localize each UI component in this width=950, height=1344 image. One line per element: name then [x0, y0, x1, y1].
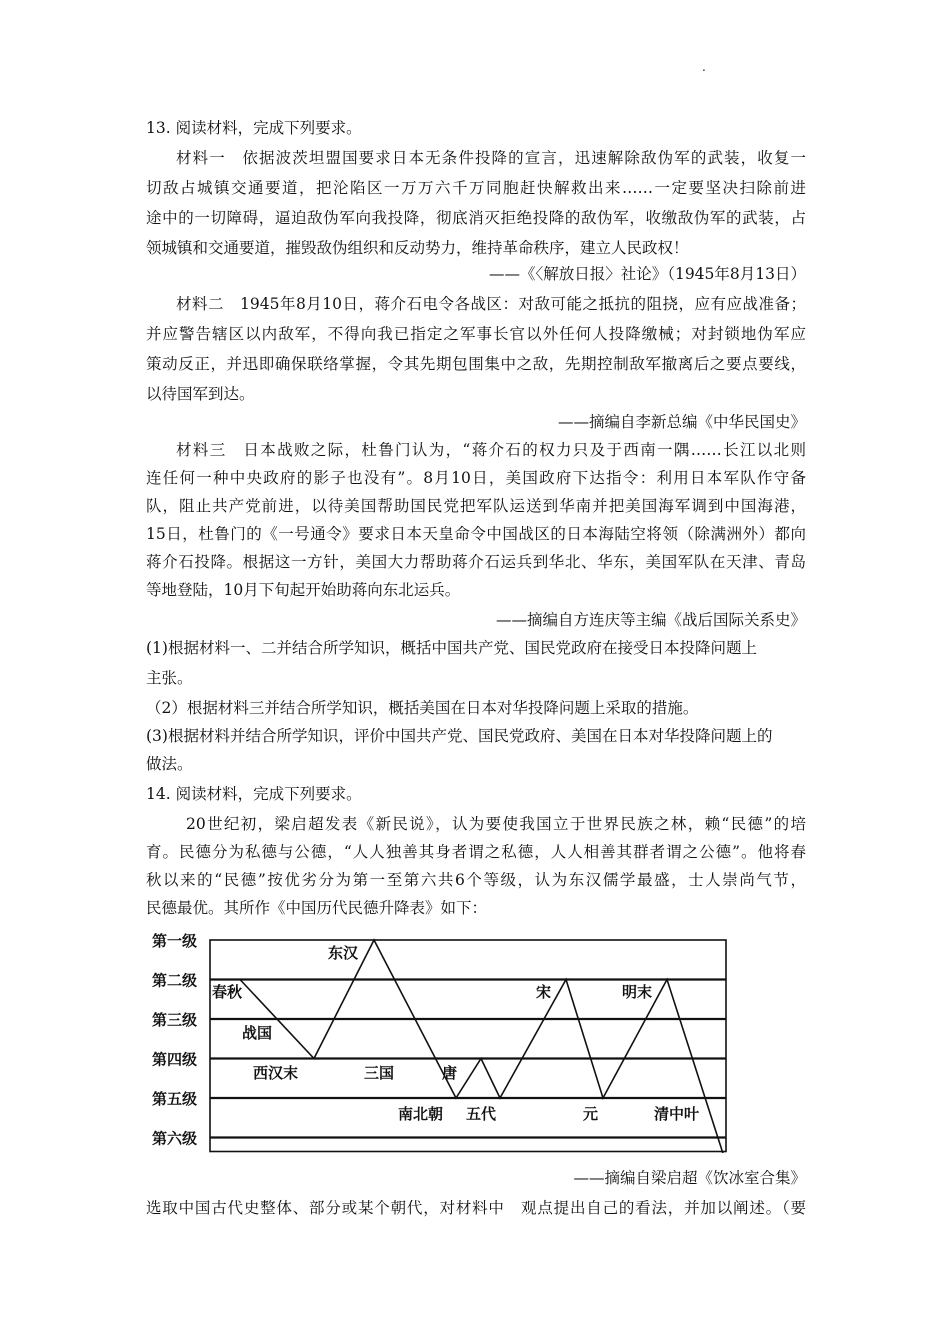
- m2-line-3: 策动反正，并迅即确保联络掌握，令其先期包围集中之敌，先期控制敌军撤离后之要点要线，: [146, 355, 806, 373]
- question-3-line-1: (3)根据材料并结合所学知识，评价中国共产党、国民党政府、美国在日本对华投降问题上的: [146, 727, 773, 745]
- m3-line-3: 队，阻止共产党前进，以待美国帮助国民党把军队运送到华南并把美国海军调到中国海港，: [146, 497, 806, 515]
- m3-line-6: 等地登陆，10月下旬起开始助蒋向东北运兵。: [146, 581, 461, 599]
- m1-line-3: 途中的一切障碍，逼迫敌伪军向我投降，彻底消灭拒绝投降的敌伪军，收缴敌伪军的武装，占: [146, 209, 806, 227]
- minde-chart: [140, 928, 740, 1153]
- point-label: 东汉: [328, 944, 359, 962]
- m1-line-4: 领城镇和交通要道，摧毁敌伪组织和反动势力，维持革命秩序，建立人民政权！: [146, 239, 689, 257]
- m3-line-4: 15日，杜鲁门的《一号通令》要求日本天皇命令中国战区的日本海陆空将领（除满洲外）都向: [146, 525, 806, 543]
- point-label: 战国: [242, 1024, 273, 1042]
- q14-source: ——摘编自梁启超《饮冰室合集》: [573, 1169, 806, 1187]
- m1-line-2: 切敌占城镇交通要道，把沦陷区一万万六千万同胞赶快解救出来……一定要坚决扫除前进: [146, 179, 806, 197]
- q14-title: 14. 阅读材料，完成下列要求。: [146, 785, 362, 803]
- y-tick-label: 第三级: [152, 1011, 198, 1029]
- point-label: 元: [583, 1105, 599, 1123]
- m2-line-4: 以待国军到达。: [146, 385, 255, 403]
- point-label: 清中叶: [654, 1105, 700, 1123]
- m3-source: ——摘编自方连庆等主编《战后国际关系史》: [495, 611, 806, 629]
- question-3-line-2: 做法。: [146, 755, 193, 773]
- point-label: 西汉末: [253, 1064, 299, 1082]
- point-label: 春秋: [212, 983, 243, 1001]
- m3-line-5: 蒋介石投降。根据这一方针，美国大力帮助蒋介石运兵到华北、华东，美国军队在天津、青岛: [146, 553, 806, 571]
- m1-source: ——《〈解放日报〉社论》（1945年8月13日）: [488, 265, 806, 283]
- question-2: （2）根据材料三并结合所学知识，概括美国在日本对华投降问题上采取的措施。: [146, 699, 699, 717]
- q14-para-line-4: 民德最优。其所作《中国历代民德升降表》如下：: [146, 899, 488, 917]
- q14-para-line-3: 秋以来的“民德”按优劣分为第一至第六共6个等级，认为东汉儒学最盛，士人崇尚气节，: [146, 871, 806, 889]
- y-tick-label: 第六级: [152, 1129, 198, 1148]
- y-tick-label: 第四级: [152, 1050, 198, 1069]
- m2-line-1: 材料二 1945年8月10日，蒋介石电令各战区：对敌可能之抵抗的阻挠，应有应战准备；: [176, 295, 806, 313]
- q14-para-line-2: 育。民德分为私德与公德，“人人独善其身者谓之私德，人人相善其群者谓之公德”。他将春: [146, 843, 806, 861]
- question-1-line-2: 主张。: [146, 669, 193, 687]
- point-label: 五代: [466, 1105, 497, 1123]
- m3-line-2: 连任何一种中央政府的影子也没有”。8月10日，美国政府下达指令：利用日本军队作守备: [146, 469, 806, 487]
- point-label: 明末: [622, 983, 653, 1001]
- point-label: 唐: [442, 1064, 458, 1082]
- q14-para-line-1: 20世纪初，梁启超发表《新民说》，认为要使我国立于世界民族之林，赖“民德”的培: [186, 815, 806, 833]
- point-label: 三国: [364, 1064, 395, 1082]
- m2-line-2: 并应警告辖区以内敌军，不得向我已指定之军事长官以外任何人投降缴械；对封锁地伪军应: [146, 325, 806, 343]
- point-label: 宋: [536, 983, 552, 1001]
- q14-last-line: 选取中国古代史整体、部分或某个朝代，对材料中 观点提出自己的看法，并加以阐述。（要: [146, 1199, 806, 1217]
- point-label: 南北朝: [398, 1105, 444, 1123]
- y-tick-label: 第五级: [152, 1090, 198, 1108]
- m3-line-1: 材料三 日本战败之际，杜鲁门认为，“蒋介石的权力只及于西南一隅……长江以北则: [176, 441, 806, 459]
- y-tick-label: 第一级: [152, 932, 198, 950]
- q13-title: 13. 阅读材料，完成下列要求。: [146, 119, 362, 137]
- m1-line-1: 材料一 依据波茨坦盟国要求日本无条件投降的宣言，迅速解除敌伪军的武装，收复一: [176, 149, 806, 167]
- y-tick-label: 第二级: [152, 971, 198, 990]
- question-1-line-1: (1)根据材料一、二并结合所学知识，概括中国共产党、国民党政府在接受日本投降问题上: [146, 639, 757, 657]
- header-dot: .: [702, 60, 706, 74]
- m2-source: ——摘编自李新总编《中华民国史》: [557, 413, 806, 431]
